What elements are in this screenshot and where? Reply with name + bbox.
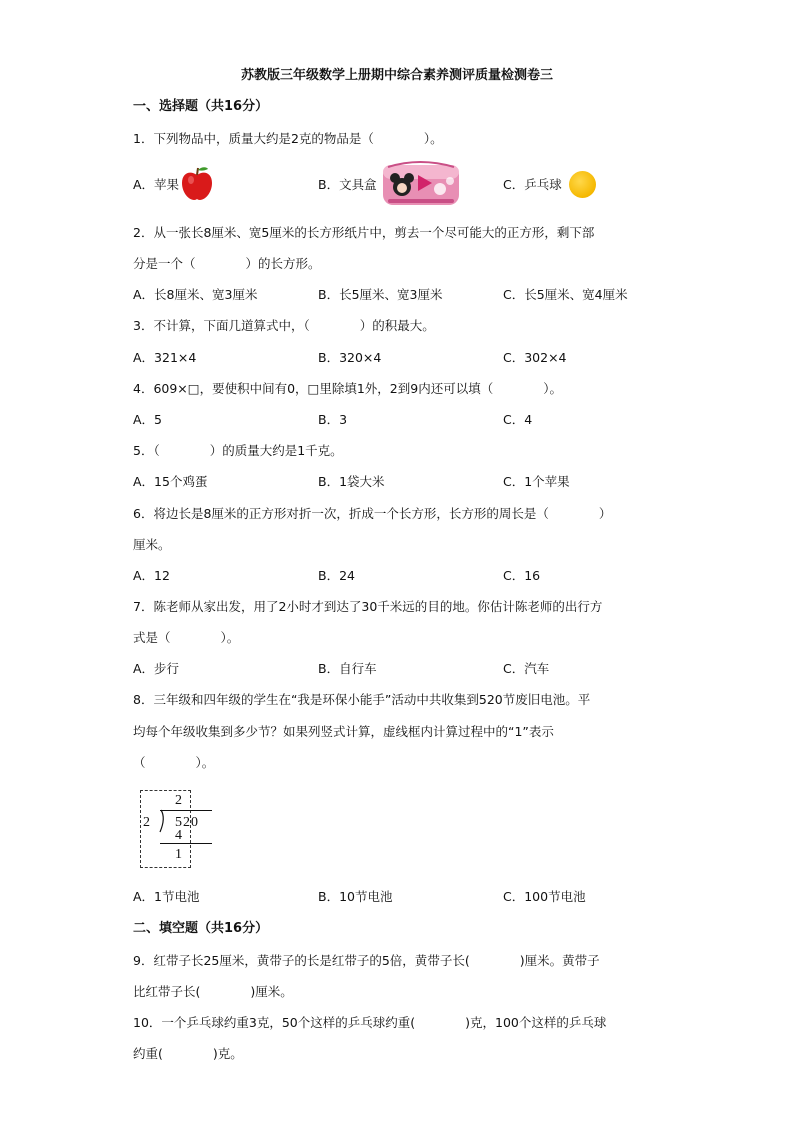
q2-option-c: C．长5厘米、宽4厘米 [503, 287, 628, 302]
q8-option-c: C．100节电池 [503, 889, 586, 904]
q5-option-a: A．15个鸡蛋 [133, 474, 208, 489]
question-8-line-2: 均每个年级收集到多少节？如果列竖式计算，虚线框内计算过程中的“1”表示 [133, 724, 554, 739]
q6-option-c: C．16 [503, 568, 541, 583]
question-10-line-2: 约重( )克。 [133, 1046, 243, 1061]
q3-option-c: C．302×4 [503, 350, 567, 365]
question-1: 1．下列物品中，质量大约是2克的物品是（ ）。 [133, 131, 443, 146]
question-6-line-2: 厘米。 [133, 537, 171, 552]
division-product: 4 [175, 828, 182, 843]
question-8-line-1: 8．三年级和四年级的学生在“我是环保小能手”活动中共收集到520节废旧电池。平 [133, 692, 591, 707]
question-2-line-2: 分是一个（ ）的长方形。 [133, 256, 321, 271]
question-5: 5．（ ）的质量大约是1千克。 [133, 443, 343, 458]
pencil-case-icon [380, 157, 462, 211]
apple-icon [180, 166, 214, 202]
division-quotient: 2 [175, 793, 182, 808]
division-dividend: 520 [175, 815, 199, 830]
question-4: 4．609×□，要使积中间有0，□里除填1外，2到9内还可以填（ ）。 [133, 381, 562, 396]
question-9-line-2: 比红带子长( )厘米。 [133, 984, 293, 999]
question-10-line-1: 10．一个乒乓球约重3克，50个这样的乒乓球约重( )克，100个这样的乒乓球 [133, 1015, 607, 1030]
q5-option-c: C．1个苹果 [503, 474, 570, 489]
q7-option-c: C．汽车 [503, 661, 550, 676]
division-remainder: 1 [175, 847, 182, 862]
q7-option-b: B．自行车 [318, 661, 377, 676]
question-7-line-1: 7．陈老师从家出发，用了2小时才到达了30千米远的目的地。你估计陈老师的出行方 [133, 599, 603, 614]
q4-option-c: C．4 [503, 412, 533, 427]
question-6-line-1: 6．将边长是8厘米的正方形对折一次，折成一个长方形，长方形的周长是（ ） [133, 506, 612, 521]
q2-option-b: B．长5厘米、宽3厘米 [318, 287, 443, 302]
question-3: 3．不计算，下面几道算式中，（ ）的积最大。 [133, 318, 435, 333]
division-bracket [130, 788, 170, 838]
q6-option-b: B．24 [318, 568, 355, 583]
section-heading-choice: 一、选择题（共16分） [133, 99, 269, 114]
page-title: 苏教版三年级数学上册期中综合素养测评质量检测卷三 [240, 68, 553, 83]
q3-option-a: A．321×4 [133, 350, 197, 365]
question-8-line-3: （ ）。 [133, 755, 215, 770]
q7-option-a: A．步行 [133, 661, 180, 676]
q4-option-a: A．5 [133, 412, 163, 427]
subtraction-line [160, 843, 212, 844]
ping-pong-ball-icon [569, 171, 596, 198]
question-9-line-1: 9．红带子长25厘米，黄带子的长是红带子的5倍，黄带子长( )厘米。黄带子 [133, 953, 600, 968]
q2-option-a: A．长8厘米、宽3厘米 [133, 287, 258, 302]
q1-option-b: B．文具盒 [318, 177, 377, 192]
q6-option-a: A．12 [133, 568, 170, 583]
q8-option-b: B．10节电池 [318, 889, 393, 904]
q1-option-a: A．苹果 [133, 177, 180, 192]
long-division-diagram [130, 788, 220, 868]
q5-option-b: B．1袋大米 [318, 474, 385, 489]
q3-option-b: B．320×4 [318, 350, 382, 365]
question-7-line-2: 式是（ ）。 [133, 630, 240, 645]
section-heading-fill: 二、填空题（共16分） [133, 921, 269, 936]
q1-option-c: C．乒乓球 [503, 177, 562, 192]
question-2-line-1: 2．从一张长8厘米、宽5厘米的长方形纸片中，剪去一个尽可能大的正方形，剩下部 [133, 225, 595, 240]
division-divisor: 2 [143, 815, 150, 830]
q8-option-a: A．1节电池 [133, 889, 200, 904]
q4-option-b: B．3 [318, 412, 348, 427]
